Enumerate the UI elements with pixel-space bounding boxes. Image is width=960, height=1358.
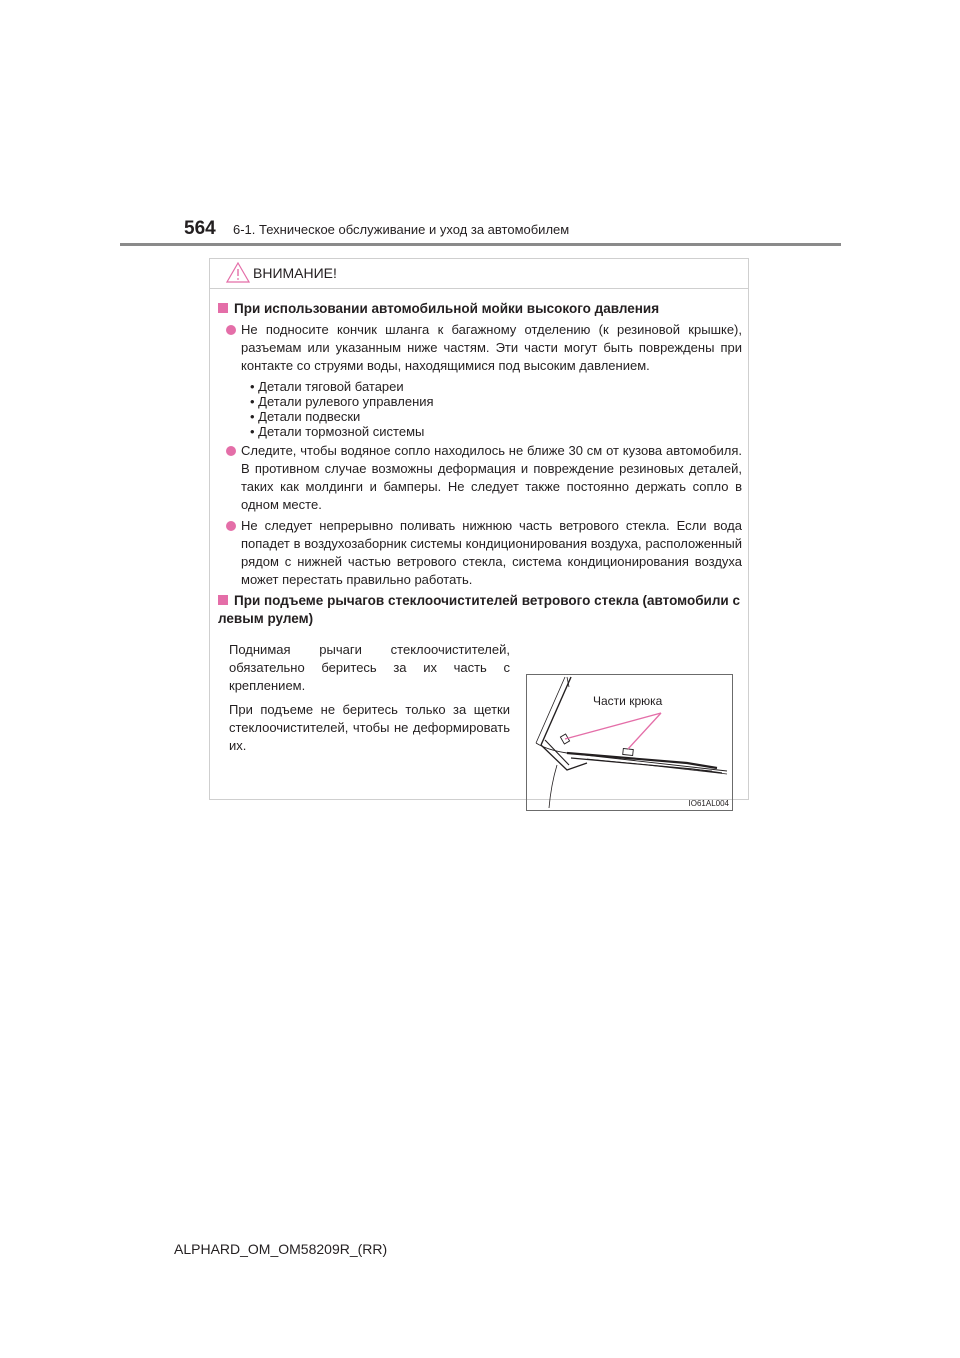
figure-code: IO61AL004 <box>688 799 729 808</box>
figure-callout-label: Части крюка <box>593 694 663 708</box>
footer-model-code: ALPHARD_OM_OM58209R_(RR) <box>174 1241 388 1257</box>
sublist-item: • Детали подвески <box>250 409 361 424</box>
section-heading-text: При подъеме рычагов стеклоочистителей ветрового стекла (автомобили с левым рулем) <box>218 593 740 626</box>
parts-sublist <box>250 379 434 439</box>
bullet-text: Следите, чтобы водяное сопло находилось не ближе 30 см от кузова автомобиля. В противном случае возможны деформация и повреждение резиновых деталей, таких как молдинги и бамперы. Не следует также постоянно держать сопло в одном месте. <box>241 443 742 512</box>
header-rule <box>120 243 841 246</box>
sublist-item: • Детали рулевого управления <box>250 394 434 409</box>
bullet-text: Не подносите кончик шланга к багажному отделению (к резиновой крышке), разъемам или указанным ниже частям. Эти части могут быть повреждены при контакте со струями воды, находящимися под высоким давлением. <box>241 322 742 373</box>
round-bullet-icon <box>226 325 236 335</box>
bullet-text: Не следует непрерывно поливать нижнюю часть ветрового стекла. Если вода попадет в воздухозаборник системы кондиционирования воздуха, расположенный рядом с нижней частью ветрового стекла, система кондиционирования воздуха может перестать правильно работать. <box>241 518 742 587</box>
square-bullet-icon <box>218 303 228 313</box>
warning-box <box>209 258 749 808</box>
square-bullet-icon <box>218 595 228 605</box>
sublist-item: • Детали тяговой батареи <box>250 379 404 394</box>
warning-title: ВНИМАНИЕ! <box>253 265 337 281</box>
page-number: 564 <box>184 218 216 239</box>
bullet-item <box>226 321 742 375</box>
wiper-figure <box>526 674 733 811</box>
chapter-title: 6-1. Техническое обслуживание и уход за автомобилем <box>233 222 570 237</box>
section-heading-text: При использовании автомобильной мойки высокого давления <box>234 301 660 316</box>
warning-triangle-icon <box>226 262 250 283</box>
wiper-paragraph: При подъеме не беритесь только за щетки стеклоочистителей, чтобы не деформировать их. <box>229 702 510 753</box>
section-heading-pressure-wash <box>218 300 740 318</box>
bullet-item <box>226 442 742 514</box>
wiper-paragraph: Поднимая рычаги стеклоочистителей, обязательно беритесь за их часть с креплением. <box>229 642 510 693</box>
warning-header <box>210 259 748 289</box>
round-bullet-icon <box>226 446 236 456</box>
section-heading-wiper <box>218 592 740 628</box>
bullet-item <box>226 517 742 589</box>
round-bullet-icon <box>226 521 236 531</box>
sublist-item: • Детали тормозной системы <box>250 424 425 439</box>
